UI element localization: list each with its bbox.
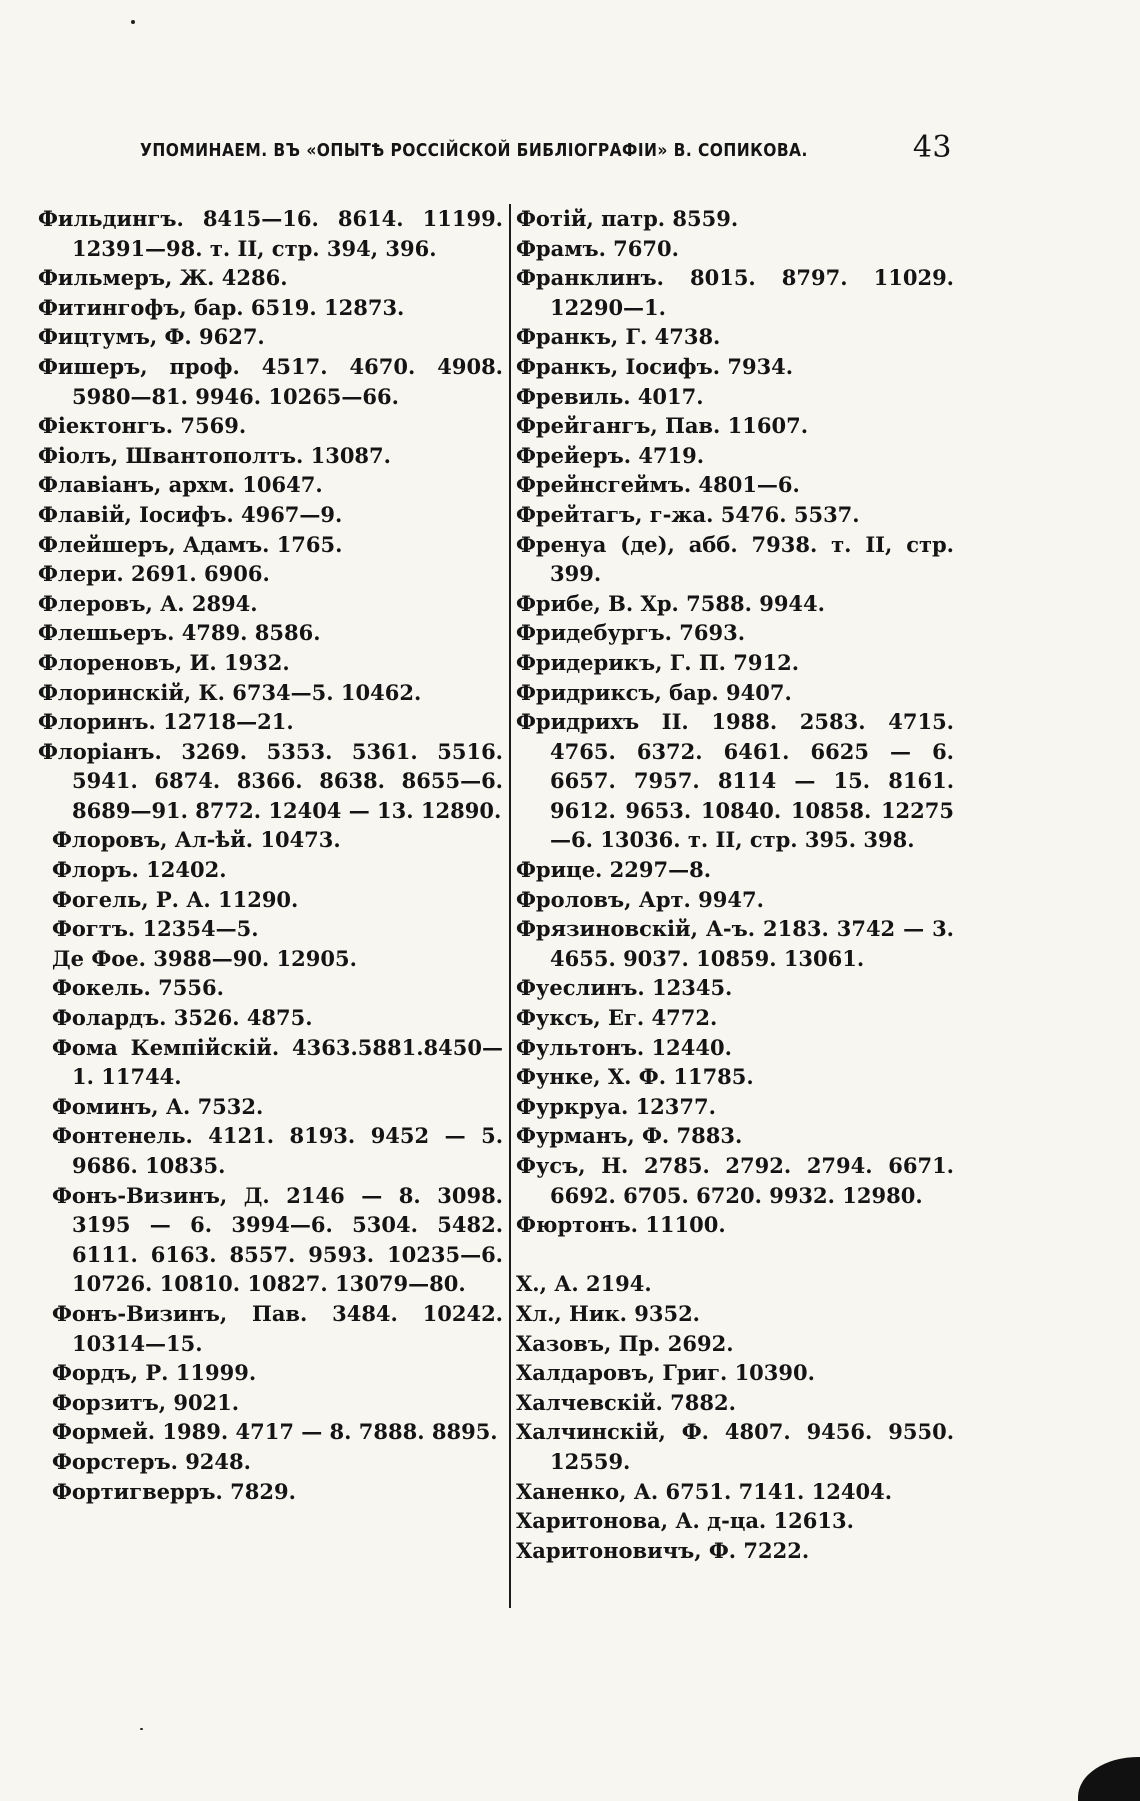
index-entry: Фильдингъ. 8415—16. 8614. 11199. 12391—98. т. II, стр. 394, 396. [38,206,503,261]
index-entry: Форстеръ. 9248. [52,1448,251,1474]
ink-speck [140,1728,143,1730]
index-entry: Харитонова, А. д-ца. 12613. [516,1508,854,1534]
index-entry: Фуксъ, Ег. 4772. [516,1005,718,1031]
index-entry: Фюртонъ. 11100. [516,1212,726,1238]
index-entry: Флоръ. 12402. [52,857,227,883]
index-entry: Фильмеръ, Ж. 4286. [38,265,288,291]
index-entry: Фревиль. 4017. [516,383,704,409]
index-entry: Фишеръ, проф. 4517. 4670. 4908. 5980—81. 9946. 10265—66. [38,353,503,409]
index-entry: Фрейеръ. 4719. [516,442,705,468]
index-entry: Фортигверръ. 7829. [52,1478,296,1504]
index-entry: Флоріанъ. 3269. 5353. 5361. 5516. 5941. 6874. 8366. 8638. 8655—6. 8689—91. 8772. 12404 — 13. 12890. [38,738,503,823]
index-entry: Формей. 1989. 4717 — 8. 7888. 8895. [52,1419,498,1445]
index-entry: Ханенко, А. 6751. 7141. 12404. [516,1478,893,1504]
index-entry: Фрамъ. 7670. [516,235,679,261]
index-entry: Фроловъ, Арт. 9947. [516,886,764,912]
index-entry: Фрейтагъ, г-жа. 5476. 5537. [516,501,860,527]
index-entry: Халдаровъ, Григ. 10390. [516,1360,815,1386]
index-entry: Фотій, патр. 8559. [516,206,739,231]
section-gap [516,1240,954,1270]
index-entry: Флоринскій, К. 6734—5. 10462. [38,679,422,705]
index-entry: Халчевскій. 7882. [516,1389,736,1415]
index-entry: Хазовъ, Пр. 2692. [516,1330,734,1356]
index-entry: Флавіанъ, архм. 10647. [38,472,323,498]
index-entry: Фридрихъ II. 1988. 2583. 4715. 4765. 6372. 6461. 6625 — 6. 6657. 7957. 8114 — 15. 8161. 9612. 9653. 10840. 10858. 12275—6. 13036. т. II, стр. 395. 398. [516,709,954,853]
index-entry: Франкъ, Г. 4738. [516,324,721,350]
index-entry: Фрице. 2297—8. [516,857,712,883]
index-entry: Фолардъ. 3526. 4875. [52,1005,313,1031]
right-index-column [516,204,954,1565]
index-entry: Фрейгангъ, Пав. 11607. [516,413,809,439]
index-entry: Флореновъ, И. 1932. [38,649,290,675]
index-entry: Фультонъ. 12440. [516,1034,732,1060]
index-entry: Фоминъ, А. 7532. [52,1093,264,1119]
index-entry: Фонъ-Визинъ, Пав. 3484. 10242. 10314—15. [52,1300,503,1356]
index-entry: Фіектонгъ. 7569. [38,413,247,439]
page-number: 43 [912,130,952,165]
index-entry: Фитингофъ, бар. 6519. 12873. [38,294,405,320]
index-entry: Фуеслинъ. 12345. [516,975,733,1001]
index-entry: Фіолъ, Швантополтъ. 13087. [38,442,391,468]
index-entry: Хл., Ник. 9352. [516,1300,700,1326]
index-entry: Фонтенель. 4121. 8193. 9452 — 5. 9686. 10835. [52,1123,503,1178]
index-entry: Фридерикъ, Г. П. 7912. [516,649,800,675]
index-entry: Х., А. 2194. [516,1271,652,1297]
index-entry: Фурманъ, Ф. 7883. [516,1123,743,1149]
index-entry: Фицтумъ, Ф. 9627. [38,324,265,350]
index-entry: Функе, Х. Ф. 11785. [516,1064,754,1090]
index-entry: Фридебургъ. 7693. [516,620,746,646]
index-entry: Фрязиновскій, А-ъ. 2183. 3742 — 3. 4655. 9037. 10859. 13061. [516,916,954,971]
index-entry: Флейшеръ, Адамъ. 1765. [38,531,343,557]
index-entry: Харитоновичъ, Ф. 7222. [516,1537,810,1563]
index-entry: Флешьеръ. 4789. 8586. [38,620,321,646]
index-entry: Френуа (де), абб. 7938. т. II, стр. 399. [516,531,954,587]
index-entry: Фордъ, Р. 11999. [52,1360,257,1386]
index-entry: Флавій, Іосифъ. 4967—9. [38,501,343,527]
index-entry: Франклинъ. 8015. 8797. 11029. 12290—1. [516,265,954,320]
index-entry: Фома Кемпійскій. 4363.5881.8450—1. 11744. [52,1034,503,1090]
index-entry: Фусъ, Н. 2785. 2792. 2794. 6671. 6692. 6705. 6720. 9932. 12980. [516,1153,954,1208]
index-entry: Фонъ-Визинъ, Д. 2146 — 8. 3098. 3195 — 6. 3994—6. 5304. 5482. 6111. 6163. 8557. 9593. 10235—6. 10726. 10810. 10827. 13079—80. [52,1182,503,1297]
index-entry: Фуркруа. 12377. [516,1093,716,1119]
index-entry: Фокель. 7556. [52,975,224,1001]
index-entry: Халчинскій, Ф. 4807. 9456. 9550. 12559. [516,1419,954,1474]
index-entry: Фрибе, В. Хр. 7588. 9944. [516,590,825,616]
index-entry: Фридриксъ, бар. 9407. [516,679,792,705]
index-entry: Де Фое. 3988—90. 12905. [52,945,357,971]
index-entry: Флоровъ, Ал-ѣй. 10473. [52,827,341,853]
index-entry: Флоринъ. 12718—21. [38,709,294,735]
column-divider [509,204,511,1608]
ink-speck [131,20,135,24]
index-entry: Фогель, Р. А. 11290. [52,886,299,912]
index-entry: Форзитъ, 9021. [52,1389,240,1415]
left-index-column [38,204,503,1506]
index-entry: Франкъ, Іосифъ. 7934. [516,353,794,379]
page-corner-mark [1078,1757,1140,1801]
running-title: УПОМИНАЕМ. ВЪ «ОПЫТѢ РОССІЙСКОЙ БИБЛІОГРАФІИ» В. СОПИКОВА. [140,140,808,161]
index-entry: Фогтъ. 12354—5. [52,916,259,942]
index-entry: Фрейнсгеймъ. 4801—6. [516,472,800,498]
index-entry: Флеровъ, А. 2894. [38,590,258,616]
index-entry: Флери. 2691. 6906. [38,561,270,587]
